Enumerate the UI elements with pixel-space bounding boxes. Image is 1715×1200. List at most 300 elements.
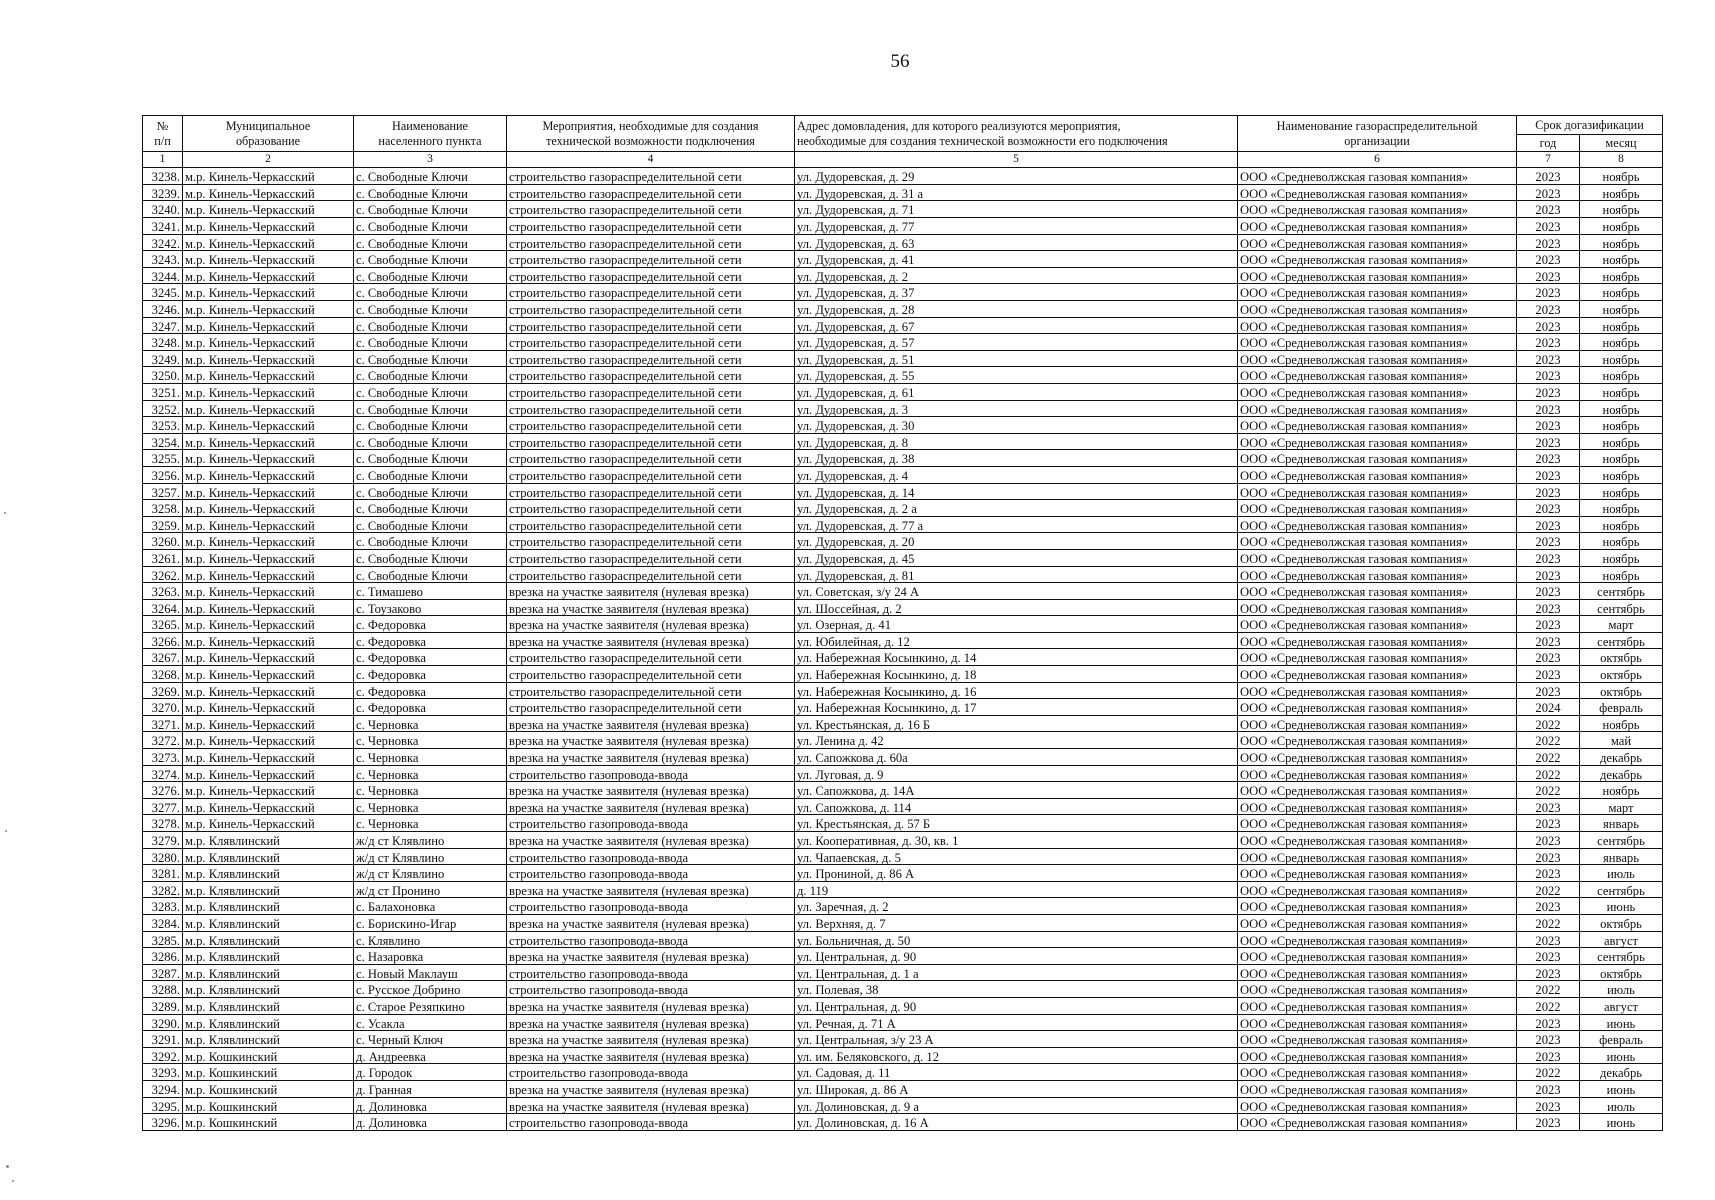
cell-number: 3274. [143, 765, 183, 782]
cell-gas-organization: ООО «Средневолжская газовая компания» [1238, 367, 1517, 384]
table-row [143, 599, 1663, 616]
cell-locality: с. Борискино-Игар [354, 914, 507, 931]
cell-gas-organization: ООО «Средневолжская газовая компания» [1238, 350, 1517, 367]
table-row [143, 433, 1663, 450]
cell-municipality: м.р. Клявлинский [183, 981, 354, 998]
table-row [143, 317, 1663, 334]
cell-month: январь [1580, 815, 1663, 832]
cell-gas-organization: ООО «Средневолжская газовая компания» [1238, 383, 1517, 400]
cell-address: ул. Луговая, д. 9 [795, 765, 1238, 782]
cell-month: ноябрь [1580, 334, 1663, 351]
cell-address: ул. Кооперативная, д. 30, кв. 1 [795, 832, 1238, 849]
cell-locality: ж/д ст Клявлино [354, 848, 507, 865]
cell-municipality: м.р. Кинель-Черкасский [183, 450, 354, 467]
cell-locality: с. Свободные Ключи [354, 466, 507, 483]
cell-locality: с. Черновка [354, 798, 507, 815]
cell-gas-organization: ООО «Средневолжская газовая компания» [1238, 549, 1517, 566]
cell-locality: с. Свободные Ключи [354, 334, 507, 351]
cell-address: ул. Речная, д. 71 А [795, 1014, 1238, 1031]
cell-number: 3282. [143, 881, 183, 898]
cell-gas-organization: ООО «Средневолжская газовая компания» [1238, 433, 1517, 450]
cell-month: август [1580, 931, 1663, 948]
cell-locality: с. Свободные Ключи [354, 549, 507, 566]
cell-month: ноябрь [1580, 168, 1663, 185]
cell-year: 2023 [1517, 516, 1580, 533]
cell-month: ноябрь [1580, 483, 1663, 500]
cell-year: 2023 [1517, 500, 1580, 517]
cell-locality: д. Гранная [354, 1080, 507, 1097]
cell-year: 2023 [1517, 632, 1580, 649]
cell-year: 2023 [1517, 832, 1580, 849]
cell-month: март [1580, 616, 1663, 633]
cell-address: ул. Советская, з/у 24 А [795, 583, 1238, 600]
table-row [143, 765, 1663, 782]
cell-locality: с. Федоровка [354, 632, 507, 649]
cell-measure: врезка на участке заявителя (нулевая врезка) [507, 583, 795, 600]
table-row [143, 1097, 1663, 1114]
column-number: 3 [354, 152, 507, 168]
cell-address: ул. Дудоревская, д. 61 [795, 383, 1238, 400]
cell-gas-organization: ООО «Средневолжская газовая компания» [1238, 981, 1517, 998]
cell-address: ул. Дудоревская, д. 77 а [795, 516, 1238, 533]
cell-measure: врезка на участке заявителя (нулевая врезка) [507, 715, 795, 732]
cell-municipality: м.р. Клявлинский [183, 832, 354, 849]
cell-measure: строительство газопровода-ввода [507, 898, 795, 915]
cell-address: ул. Центральная, д. 90 [795, 948, 1238, 965]
cell-locality: с. Черновка [354, 732, 507, 749]
cell-year: 2022 [1517, 1064, 1580, 1081]
column-number-row [143, 152, 1663, 168]
cell-number: 3290. [143, 1014, 183, 1031]
cell-gas-organization: ООО «Средневолжская газовая компания» [1238, 1097, 1517, 1114]
cell-measure: строительство газопровода-ввода [507, 848, 795, 865]
cell-year: 2022 [1517, 749, 1580, 766]
cell-month: октябрь [1580, 914, 1663, 931]
header-locality: Наименование населенного пункта [354, 116, 507, 152]
cell-locality: с. Свободные Ключи [354, 433, 507, 450]
table-row [143, 400, 1663, 417]
table-row [143, 334, 1663, 351]
cell-month: февраль [1580, 1031, 1663, 1048]
cell-locality: ж/д ст Клявлино [354, 832, 507, 849]
cell-month: июль [1580, 981, 1663, 998]
scan-speck [4, 512, 6, 514]
cell-gas-organization: ООО «Средневолжская газовая компания» [1238, 666, 1517, 683]
cell-number: 3262. [143, 566, 183, 583]
cell-year: 2023 [1517, 566, 1580, 583]
scan-speck [12, 1180, 14, 1182]
cell-municipality: м.р. Клявлинский [183, 997, 354, 1014]
cell-municipality: м.р. Кошкинский [183, 1080, 354, 1097]
cell-locality: с. Свободные Ключи [354, 267, 507, 284]
cell-locality: ж/д ст Клявлино [354, 865, 507, 882]
cell-gas-organization: ООО «Средневолжская газовая компания» [1238, 815, 1517, 832]
cell-locality: с. Свободные Ключи [354, 383, 507, 400]
cell-municipality: м.р. Кинель-Черкасский [183, 350, 354, 367]
cell-year: 2023 [1517, 931, 1580, 948]
cell-number: 3284. [143, 914, 183, 931]
cell-number: 3258. [143, 500, 183, 517]
cell-year: 2023 [1517, 1080, 1580, 1097]
table-row [143, 1064, 1663, 1081]
table-row [143, 798, 1663, 815]
cell-address: ул. Больничная, д. 50 [795, 931, 1238, 948]
cell-address: ул. Ленина д. 42 [795, 732, 1238, 749]
cell-measure: врезка на участке заявителя (нулевая врезка) [507, 749, 795, 766]
cell-month: ноябрь [1580, 500, 1663, 517]
cell-number: 3241. [143, 218, 183, 235]
table-row [143, 184, 1663, 201]
cell-municipality: м.р. Кинель-Черкасский [183, 549, 354, 566]
cell-measure: врезка на участке заявителя (нулевая врезка) [507, 997, 795, 1014]
cell-month: октябрь [1580, 666, 1663, 683]
cell-year: 2022 [1517, 881, 1580, 898]
cell-measure: строительство газораспределительной сети [507, 201, 795, 218]
table-row [143, 881, 1663, 898]
cell-municipality: м.р. Кинель-Черкасский [183, 516, 354, 533]
cell-year: 2023 [1517, 400, 1580, 417]
cell-locality: с. Свободные Ключи [354, 533, 507, 550]
cell-month: ноябрь [1580, 284, 1663, 301]
table-row [143, 632, 1663, 649]
cell-locality: с. Свободные Ключи [354, 168, 507, 185]
cell-address: д. 119 [795, 881, 1238, 898]
table-row [143, 533, 1663, 550]
cell-month: декабрь [1580, 749, 1663, 766]
cell-month: август [1580, 997, 1663, 1014]
cell-year: 2023 [1517, 284, 1580, 301]
cell-measure: строительство газораспределительной сети [507, 533, 795, 550]
cell-municipality: м.р. Кинель-Черкасский [183, 201, 354, 218]
cell-number: 3279. [143, 832, 183, 849]
cell-municipality: м.р. Кинель-Черкасский [183, 782, 354, 799]
cell-gas-organization: ООО «Средневолжская газовая компания» [1238, 682, 1517, 699]
cell-address: ул. Чапаевская, д. 5 [795, 848, 1238, 865]
table-row [143, 1014, 1663, 1031]
cell-number: 3272. [143, 732, 183, 749]
cell-locality: с. Новый Маклауш [354, 964, 507, 981]
page-number: 56 [890, 51, 910, 72]
cell-measure: строительство газораспределительной сети [507, 367, 795, 384]
table-body [143, 168, 1663, 1130]
cell-number: 3250. [143, 367, 183, 384]
table-row [143, 218, 1663, 235]
cell-number: 3291. [143, 1031, 183, 1048]
cell-municipality: м.р. Кинель-Черкасский [183, 301, 354, 318]
cell-municipality: м.р. Кинель-Черкасский [183, 632, 354, 649]
table-row [143, 964, 1663, 981]
cell-number: 3281. [143, 865, 183, 882]
cell-gas-organization: ООО «Средневолжская газовая компания» [1238, 251, 1517, 268]
cell-gas-organization: ООО «Средневолжская газовая компания» [1238, 566, 1517, 583]
cell-municipality: м.р. Клявлинский [183, 931, 354, 948]
cell-municipality: м.р. Кинель-Черкасский [183, 466, 354, 483]
cell-year: 2023 [1517, 616, 1580, 633]
cell-locality: с. Назаровка [354, 948, 507, 965]
cell-year: 2023 [1517, 201, 1580, 218]
cell-municipality: м.р. Кошкинский [183, 1097, 354, 1114]
cell-municipality: м.р. Кинель-Черкасский [183, 334, 354, 351]
cell-municipality: м.р. Кинель-Черкасский [183, 599, 354, 616]
cell-gas-organization: ООО «Средневолжская газовая компания» [1238, 1064, 1517, 1081]
cell-address: ул. Дудоревская, д. 57 [795, 334, 1238, 351]
cell-number: 3246. [143, 301, 183, 318]
cell-measure: строительство газопровода-ввода [507, 981, 795, 998]
table-row [143, 1031, 1663, 1048]
cell-municipality: м.р. Кинель-Черкасский [183, 500, 354, 517]
cell-year: 2022 [1517, 997, 1580, 1014]
cell-municipality: м.р. Клявлинский [183, 914, 354, 931]
cell-number: 3268. [143, 666, 183, 683]
table-row [143, 898, 1663, 915]
cell-address: ул. Сапожкова д. 60а [795, 749, 1238, 766]
cell-number: 3260. [143, 533, 183, 550]
cell-locality: с. Черновка [354, 715, 507, 732]
cell-number: 3252. [143, 400, 183, 417]
cell-locality: с. Свободные Ключи [354, 417, 507, 434]
table-row [143, 234, 1663, 251]
cell-measure: строительство газораспределительной сети [507, 666, 795, 683]
cell-measure: строительство газораспределительной сети [507, 400, 795, 417]
table-row [143, 483, 1663, 500]
header-municipality: Муниципальное образование [183, 116, 354, 152]
cell-number: 3277. [143, 798, 183, 815]
cell-measure: строительство газопровода-ввода [507, 865, 795, 882]
cell-municipality: м.р. Клявлинский [183, 1031, 354, 1048]
table-row [143, 914, 1663, 931]
cell-municipality: м.р. Кинель-Черкасский [183, 765, 354, 782]
cell-number: 3270. [143, 699, 183, 716]
cell-measure: строительство газораспределительной сети [507, 417, 795, 434]
cell-year: 2023 [1517, 798, 1580, 815]
cell-gas-organization: ООО «Средневолжская газовая компания» [1238, 168, 1517, 185]
cell-municipality: м.р. Кинель-Черкасский [183, 383, 354, 400]
cell-gas-organization: ООО «Средневолжская газовая компания» [1238, 848, 1517, 865]
cell-measure: строительство газораспределительной сети [507, 218, 795, 235]
cell-measure: строительство газораспределительной сети [507, 566, 795, 583]
cell-address: ул. Сапожкова, д. 114 [795, 798, 1238, 815]
table-row [143, 500, 1663, 517]
cell-municipality: м.р. Клявлинский [183, 881, 354, 898]
cell-measure: строительство газораспределительной сети [507, 284, 795, 301]
cell-month: июнь [1580, 898, 1663, 915]
table-row [143, 649, 1663, 666]
cell-measure: врезка на участке заявителя (нулевая врезка) [507, 1080, 795, 1097]
cell-locality: с. Клявлино [354, 931, 507, 948]
cell-locality: с. Свободные Ключи [354, 350, 507, 367]
cell-measure: врезка на участке заявителя (нулевая врезка) [507, 1097, 795, 1114]
table-row [143, 666, 1663, 683]
cell-gas-organization: ООО «Средневолжская газовая компания» [1238, 284, 1517, 301]
cell-year: 2023 [1517, 450, 1580, 467]
cell-gas-organization: ООО «Средневолжская газовая компания» [1238, 881, 1517, 898]
cell-locality: с. Свободные Ключи [354, 317, 507, 334]
cell-locality: с. Свободные Ключи [354, 400, 507, 417]
column-number: 4 [507, 152, 795, 168]
table-row [143, 1080, 1663, 1097]
header-term: Срок догазификации [1517, 116, 1663, 135]
table-row [143, 682, 1663, 699]
cell-gas-organization: ООО «Средневолжская газовая компания» [1238, 201, 1517, 218]
cell-locality: с. Черный Ключ [354, 1031, 507, 1048]
cell-address: ул. Полевая, 38 [795, 981, 1238, 998]
cell-gas-organization: ООО «Средневолжская газовая компания» [1238, 599, 1517, 616]
cell-year: 2023 [1517, 649, 1580, 666]
cell-measure: строительство газопровода-ввода [507, 931, 795, 948]
table-row [143, 1047, 1663, 1064]
cell-municipality: м.р. Кинель-Черкасский [183, 566, 354, 583]
cell-locality: с. Свободные Ключи [354, 483, 507, 500]
cell-year: 2023 [1517, 168, 1580, 185]
header-address: Адрес домовладения, для которого реализуются мероприятия, необходимые для создания технической возможности его подключения [795, 116, 1238, 152]
cell-address: ул. Дудоревская, д. 20 [795, 533, 1238, 550]
table-row [143, 383, 1663, 400]
cell-municipality: м.р. Клявлинский [183, 898, 354, 915]
cell-address: ул. Дудоревская, д. 28 [795, 301, 1238, 318]
cell-measure: строительство газораспределительной сети [507, 267, 795, 284]
cell-month: ноябрь [1580, 450, 1663, 467]
cell-year: 2023 [1517, 1047, 1580, 1064]
cell-year: 2023 [1517, 599, 1580, 616]
cell-locality: ж/д ст Пронино [354, 881, 507, 898]
cell-month: ноябрь [1580, 367, 1663, 384]
cell-year: 2023 [1517, 1114, 1580, 1131]
cell-measure: строительство газораспределительной сети [507, 251, 795, 268]
cell-month: июнь [1580, 1114, 1663, 1131]
table-row [143, 284, 1663, 301]
cell-locality: д. Андреевка [354, 1047, 507, 1064]
cell-municipality: м.р. Клявлинский [183, 964, 354, 981]
cell-month: ноябрь [1580, 251, 1663, 268]
cell-locality: с. Черновка [354, 782, 507, 799]
cell-year: 2023 [1517, 383, 1580, 400]
cell-month: июнь [1580, 1014, 1663, 1031]
cell-number: 3247. [143, 317, 183, 334]
cell-year: 2023 [1517, 898, 1580, 915]
cell-measure: строительство газопровода-ввода [507, 1064, 795, 1081]
cell-locality: с. Тоузаково [354, 599, 507, 616]
header-measures: Мероприятия, необходимые для создания технической возможности подключения [507, 116, 795, 152]
cell-month: июль [1580, 865, 1663, 882]
header-month: месяц [1580, 135, 1663, 152]
cell-address: ул. Юбилейная, д. 12 [795, 632, 1238, 649]
cell-address: ул. Дудоревская, д. 81 [795, 566, 1238, 583]
cell-municipality: м.р. Кинель-Черкасский [183, 218, 354, 235]
header-year: год [1517, 135, 1580, 152]
table-row [143, 168, 1663, 185]
cell-month: сентябрь [1580, 948, 1663, 965]
cell-address: ул. Дудоревская, д. 55 [795, 367, 1238, 384]
cell-address: ул. Дудоревская, д. 29 [795, 168, 1238, 185]
cell-year: 2023 [1517, 1031, 1580, 1048]
cell-number: 3280. [143, 848, 183, 865]
cell-year: 2023 [1517, 865, 1580, 882]
cell-address: ул. Дудоревская, д. 37 [795, 284, 1238, 301]
cell-gas-organization: ООО «Средневолжская газовая компания» [1238, 865, 1517, 882]
cell-gas-organization: ООО «Средневолжская газовая компания» [1238, 948, 1517, 965]
cell-municipality: м.р. Кинель-Черкасский [183, 798, 354, 815]
cell-measure: строительство газопровода-ввода [507, 964, 795, 981]
cell-locality: с. Черновка [354, 815, 507, 832]
table-row [143, 931, 1663, 948]
cell-municipality: м.р. Кинель-Черкасский [183, 815, 354, 832]
cell-locality: с. Свободные Ключи [354, 201, 507, 218]
cell-month: ноябрь [1580, 433, 1663, 450]
cell-municipality: м.р. Кинель-Черкасский [183, 682, 354, 699]
table-row [143, 583, 1663, 600]
cell-measure: строительство газораспределительной сети [507, 350, 795, 367]
cell-municipality: м.р. Кинель-Черкасский [183, 251, 354, 268]
cell-address: ул. Набережная Косынкино, д. 18 [795, 666, 1238, 683]
cell-number: 3267. [143, 649, 183, 666]
cell-measure: врезка на участке заявителя (нулевая врезка) [507, 782, 795, 799]
cell-month: октябрь [1580, 964, 1663, 981]
table-row [143, 417, 1663, 434]
cell-address: ул. Широкая, д. 86 А [795, 1080, 1238, 1097]
cell-gas-organization: ООО «Средневолжская газовая компания» [1238, 218, 1517, 235]
cell-gas-organization: ООО «Средневолжская газовая компания» [1238, 400, 1517, 417]
cell-number: 3256. [143, 466, 183, 483]
cell-measure: строительство газораспределительной сети [507, 500, 795, 517]
cell-municipality: м.р. Клявлинский [183, 948, 354, 965]
cell-year: 2023 [1517, 334, 1580, 351]
cell-measure: строительство газораспределительной сети [507, 317, 795, 334]
cell-address: ул. Дудоревская, д. 51 [795, 350, 1238, 367]
cell-address: ул. Садовая, д. 11 [795, 1064, 1238, 1081]
cell-gas-organization: ООО «Средневолжская газовая компания» [1238, 997, 1517, 1014]
cell-address: ул. Дудоревская, д. 63 [795, 234, 1238, 251]
cell-municipality: м.р. Кинель-Черкасский [183, 715, 354, 732]
cell-measure: строительство газопровода-ввода [507, 815, 795, 832]
cell-measure: врезка на участке заявителя (нулевая врезка) [507, 881, 795, 898]
column-number: 5 [795, 152, 1238, 168]
cell-number: 3259. [143, 516, 183, 533]
table-row [143, 749, 1663, 766]
cell-municipality: м.р. Кинель-Черкасский [183, 184, 354, 201]
cell-gas-organization: ООО «Средневолжская газовая компания» [1238, 964, 1517, 981]
cell-month: ноябрь [1580, 400, 1663, 417]
cell-year: 2023 [1517, 848, 1580, 865]
table-row [143, 782, 1663, 799]
cell-gas-organization: ООО «Средневолжская газовая компания» [1238, 317, 1517, 334]
cell-municipality: м.р. Кинель-Черкасский [183, 284, 354, 301]
cell-gas-organization: ООО «Средневолжская газовая компания» [1238, 1014, 1517, 1031]
cell-locality: с. Свободные Ключи [354, 367, 507, 384]
cell-measure: врезка на участке заявителя (нулевая врезка) [507, 798, 795, 815]
cell-number: 3249. [143, 350, 183, 367]
cell-year: 2023 [1517, 583, 1580, 600]
cell-year: 2022 [1517, 914, 1580, 931]
cell-gas-organization: ООО «Средневолжская газовая компания» [1238, 301, 1517, 318]
cell-year: 2023 [1517, 251, 1580, 268]
cell-year: 2023 [1517, 1014, 1580, 1031]
column-number: 2 [183, 152, 354, 168]
cell-municipality: м.р. Кинель-Черкасский [183, 400, 354, 417]
cell-address: ул. Заречная, д. 2 [795, 898, 1238, 915]
cell-measure: строительство газораспределительной сети [507, 168, 795, 185]
scan-speck [5, 830, 7, 832]
cell-year: 2022 [1517, 782, 1580, 799]
cell-month: ноябрь [1580, 383, 1663, 400]
cell-address: ул. Набережная Косынкино, д. 17 [795, 699, 1238, 716]
cell-locality: с. Федоровка [354, 666, 507, 683]
cell-locality: с. Федоровка [354, 682, 507, 699]
cell-number: 3294. [143, 1080, 183, 1097]
cell-locality: с. Свободные Ключи [354, 516, 507, 533]
cell-month: сентябрь [1580, 599, 1663, 616]
cell-gas-organization: ООО «Средневолжская газовая компания» [1238, 234, 1517, 251]
cell-month: июль [1580, 1097, 1663, 1114]
